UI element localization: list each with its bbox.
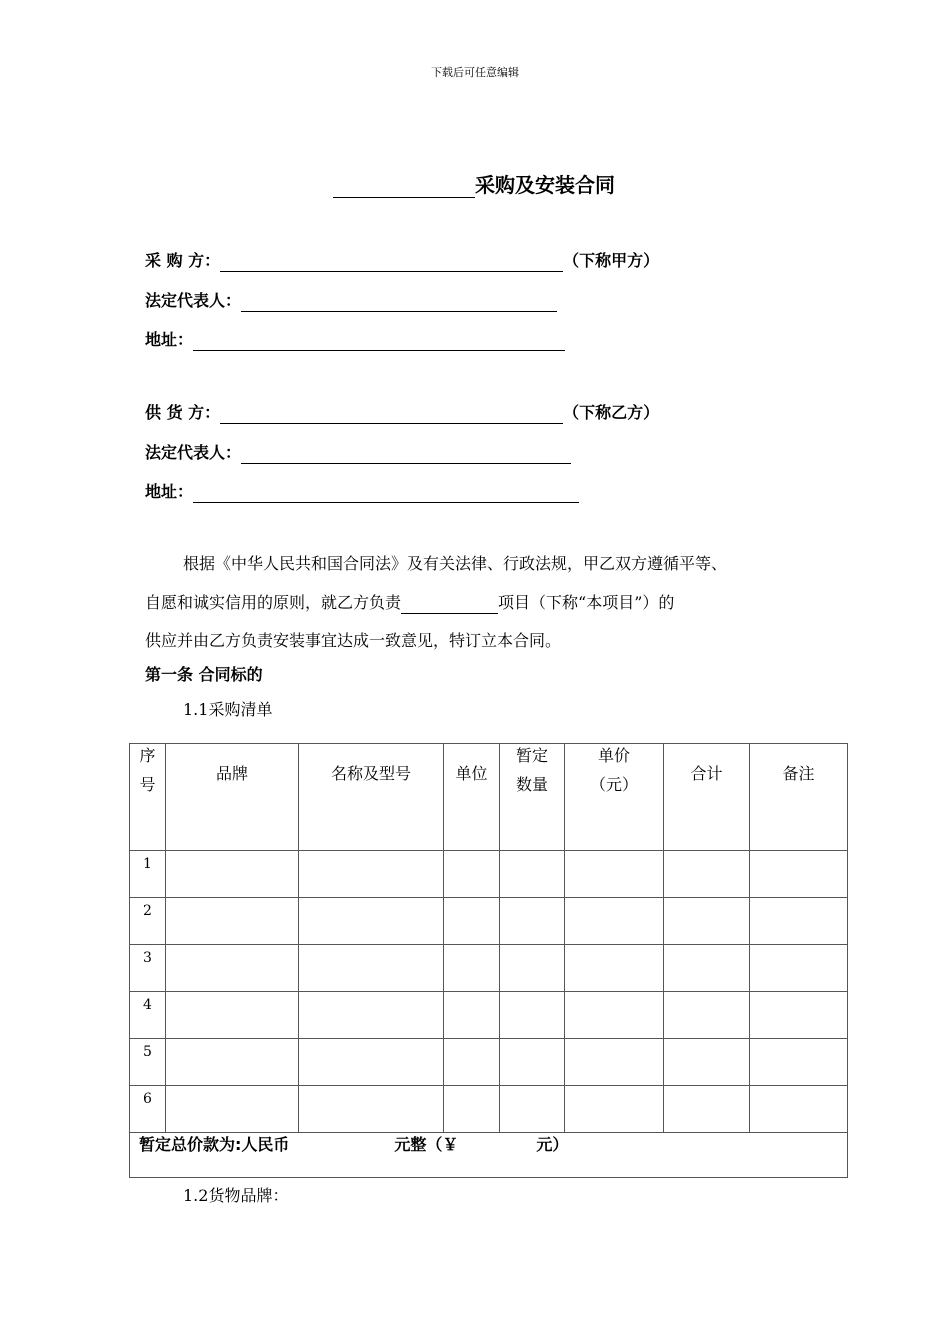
buyer-rep-field	[145, 291, 557, 312]
table-cell[interactable]	[565, 1086, 664, 1133]
column-header-text: 单位	[455, 764, 488, 783]
purchase-list-table	[129, 743, 848, 1178]
supplier-addr-input[interactable]	[193, 484, 579, 503]
buyer-suffix: （下称甲方）	[563, 251, 660, 270]
table-cell[interactable]	[500, 1039, 565, 1086]
table-cell[interactable]	[664, 945, 750, 992]
table-row	[130, 1086, 848, 1133]
table-cell[interactable]	[565, 851, 664, 898]
row-number: 5	[130, 1039, 166, 1086]
buyer-rep-label: 法定代表人：	[145, 291, 242, 310]
buyer-rep-input[interactable]	[241, 293, 557, 312]
column-header	[444, 744, 500, 851]
table-cell[interactable]	[500, 898, 565, 945]
column-header-text: 数量	[515, 774, 548, 794]
table-cell[interactable]	[444, 992, 500, 1039]
total-cell[interactable]	[130, 1133, 848, 1178]
table-cell[interactable]	[299, 898, 444, 945]
buyer-field	[145, 251, 659, 272]
article-1-heading: 第一条 合同标的	[145, 665, 263, 684]
total-yuan-label: 元整（￥	[394, 1135, 459, 1154]
buyer-input[interactable]	[220, 253, 563, 272]
table-cell[interactable]	[664, 1039, 750, 1086]
title-blank[interactable]	[333, 175, 475, 198]
table-cell[interactable]	[664, 851, 750, 898]
column-header-text: 备注	[782, 764, 815, 783]
preamble-line-3: 供应并由乙方负责安装事宜达成一致意见，特订立本合同。	[145, 631, 562, 650]
supplier-addr-label: 地址：	[145, 482, 194, 501]
table-cell[interactable]	[444, 1086, 500, 1133]
supplier-rep-label: 法定代表人：	[145, 443, 242, 462]
table-cell[interactable]	[166, 851, 299, 898]
header-note: 下载后可任意编辑	[431, 66, 519, 79]
table-cell[interactable]	[664, 992, 750, 1039]
table-cell[interactable]	[299, 945, 444, 992]
buyer-addr-label: 地址：	[145, 330, 194, 349]
preamble-line-2	[145, 593, 674, 614]
column-header-text: 序	[139, 746, 156, 765]
table-cell[interactable]	[750, 851, 848, 898]
table-cell[interactable]	[299, 1039, 444, 1086]
table-cell[interactable]	[750, 992, 848, 1039]
column-header-text: 品牌	[215, 764, 248, 783]
column-header	[565, 744, 664, 851]
column-header-text: （元）	[589, 774, 638, 794]
column-header	[130, 744, 166, 851]
table-cell[interactable]	[750, 1086, 848, 1133]
table-cell[interactable]	[444, 898, 500, 945]
table-cell[interactable]	[664, 1086, 750, 1133]
table-cell[interactable]	[299, 851, 444, 898]
title-text: 采购及安装合同	[475, 173, 615, 197]
column-header	[750, 744, 848, 851]
table-cell[interactable]	[664, 898, 750, 945]
table-cell[interactable]	[444, 851, 500, 898]
table-cell[interactable]	[299, 1086, 444, 1133]
table-cell[interactable]	[565, 1039, 664, 1086]
buyer-label: 采 购 方：	[145, 251, 221, 270]
buyer-addr-input[interactable]	[193, 332, 565, 351]
table-cell[interactable]	[444, 1039, 500, 1086]
table-row	[130, 851, 848, 898]
total-yuan-close: 元）	[536, 1135, 569, 1154]
table-cell[interactable]	[565, 945, 664, 992]
supplier-rep-input[interactable]	[241, 445, 571, 464]
table-cell[interactable]	[166, 1086, 299, 1133]
column-header	[299, 744, 444, 851]
table-cell[interactable]	[166, 945, 299, 992]
table-row	[130, 945, 848, 992]
row-number: 4	[130, 992, 166, 1039]
total-row	[130, 1133, 848, 1178]
table-cell[interactable]	[166, 992, 299, 1039]
row-number: 1	[130, 851, 166, 898]
column-header-text: 暂定	[515, 746, 548, 765]
supplier-input[interactable]	[220, 405, 563, 424]
table-cell[interactable]	[565, 898, 664, 945]
table-cell[interactable]	[166, 898, 299, 945]
preamble-line-1: 根据《中华人民共和国合同法》及有关法律、行政法规，甲乙双方遵循平等、	[183, 554, 728, 573]
table-cell[interactable]	[444, 945, 500, 992]
table-cell[interactable]	[565, 992, 664, 1039]
supplier-suffix: （下称乙方）	[563, 403, 660, 422]
table-row	[130, 1039, 848, 1086]
table-cell[interactable]	[750, 898, 848, 945]
table-cell[interactable]	[500, 1086, 565, 1133]
section-1-2-heading: 1.2货物品牌：	[183, 1186, 289, 1205]
row-number: 2	[130, 898, 166, 945]
table-header-row	[130, 744, 848, 851]
supplier-addr-field	[145, 482, 579, 503]
contract-title	[333, 172, 615, 198]
table-cell[interactable]	[500, 992, 565, 1039]
supplier-field	[145, 403, 659, 424]
supplier-rep-field	[145, 443, 571, 464]
preamble-text: 项目（下称“本项目”）的	[498, 593, 675, 612]
row-number: 6	[130, 1086, 166, 1133]
table-cell[interactable]	[299, 992, 444, 1039]
table-cell[interactable]	[750, 945, 848, 992]
section-1-1-heading: 1.1采购清单	[183, 700, 273, 719]
row-number: 3	[130, 945, 166, 992]
column-header-text: 合计	[690, 764, 723, 783]
column-header	[500, 744, 565, 851]
column-header-text: 号	[139, 774, 156, 794]
column-header-text: 名称及型号	[330, 764, 411, 783]
column-header	[664, 744, 750, 851]
project-blank[interactable]	[401, 597, 498, 614]
total-label: 暂定总价款为:人民币	[139, 1135, 290, 1154]
table-cell[interactable]	[750, 1039, 848, 1086]
table-row	[130, 992, 848, 1039]
table-row	[130, 898, 848, 945]
table-block	[129, 743, 848, 1207]
table-cell[interactable]	[500, 851, 565, 898]
column-header	[166, 744, 299, 851]
table-cell[interactable]	[166, 1039, 299, 1086]
supplier-label: 供 货 方：	[145, 403, 221, 422]
table-cell[interactable]	[500, 945, 565, 992]
buyer-addr-field	[145, 330, 565, 351]
column-header-text: 单价	[597, 746, 630, 765]
preamble-text: 自愿和诚实信用的原则，就乙方负责	[145, 593, 402, 612]
